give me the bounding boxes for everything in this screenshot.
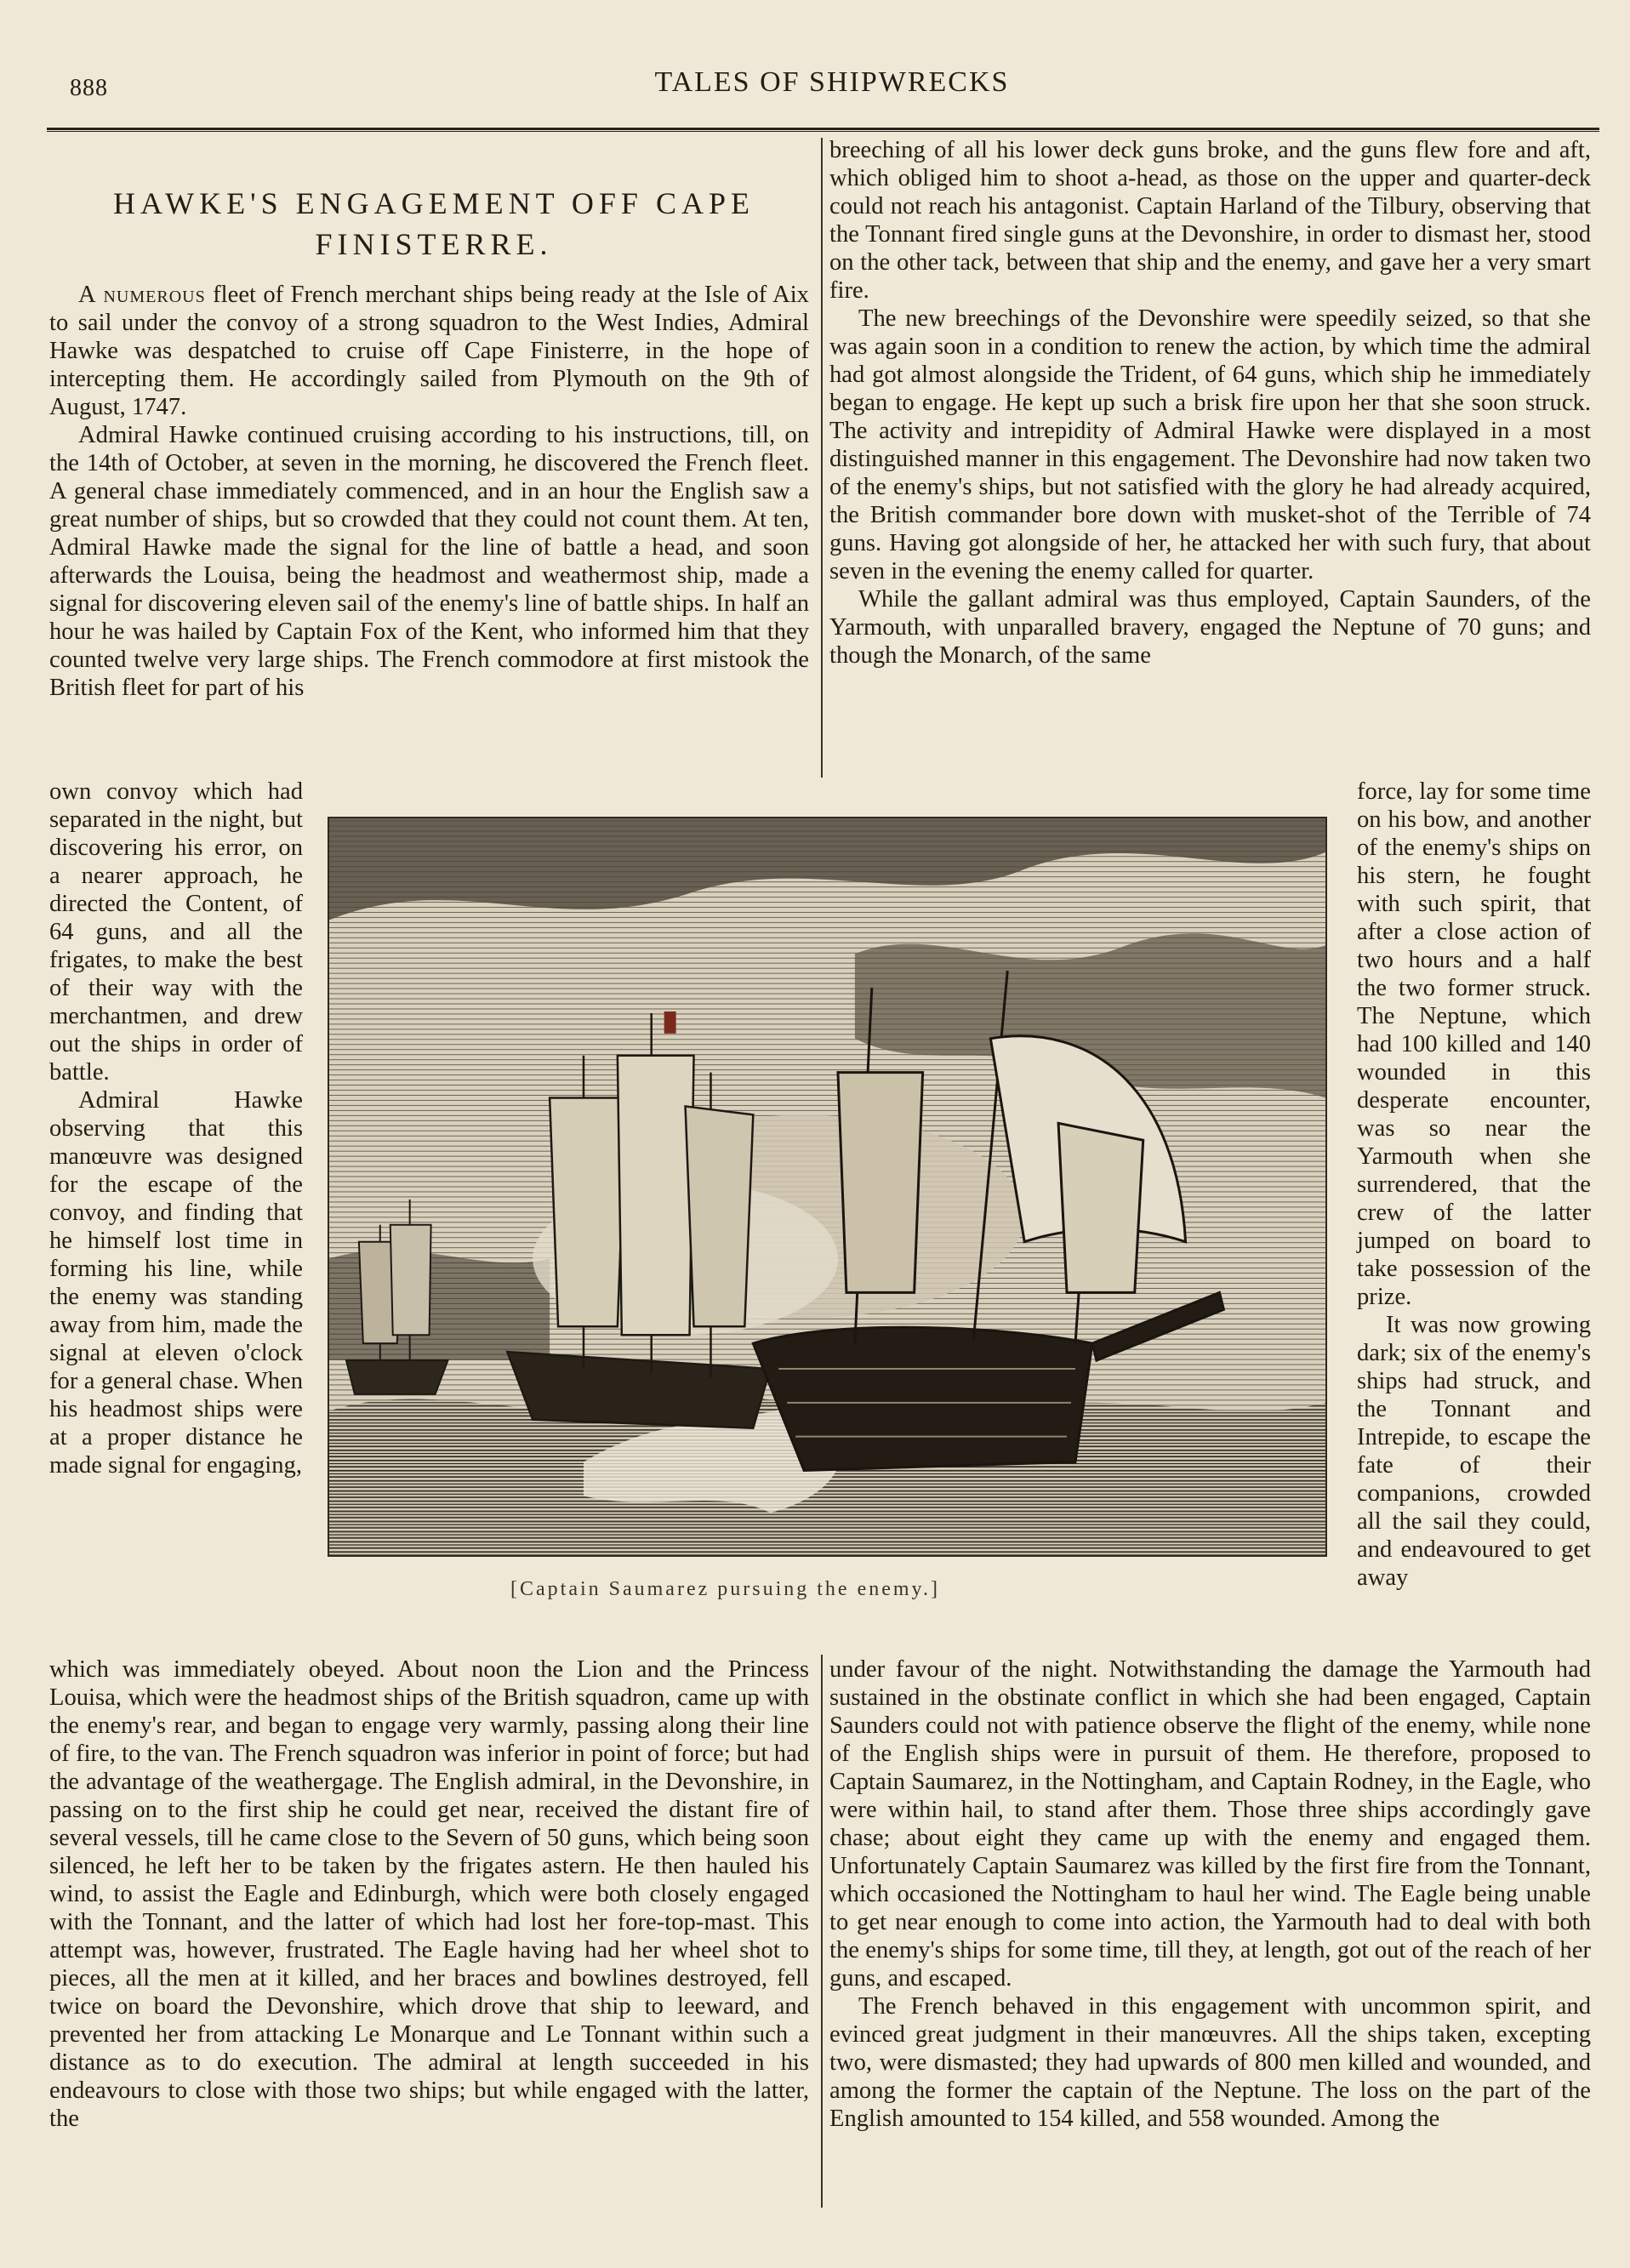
page-number: 888 <box>70 75 108 101</box>
ship-engraving <box>328 817 1327 1557</box>
header-rule <box>47 128 1599 132</box>
title-line-2: FINISTERRE. <box>315 227 553 261</box>
right-narrow-column <box>1357 778 1591 1592</box>
paragraph: breeching of all his lower deck guns broke, and the guns flew fore and aft, which obliged him to shoot a-head, as those on the upper and quarter-deck could not reach his antagonist. Captain Harland of the Tilbury, observing that the Tonnant fired single guns at the Devonshire, in order to dismast her, stood on the other tack, between that ship and the enemy, and gave her a very smart fire. <box>829 137 1591 304</box>
paragraph: Admiral Hawke continued cruising according to his instructions, till, on the 14th of October, at seven in the morning, he discovered the French fleet. A general chase immediately commenced, and in an hour the English saw a great number of ships, but so crowded that they could not count them. At ten, Admiral Hawke made the signal for the line of battle a head, and soon afterwards the Louisa, being the headmost and weathermost ship, made a signal for discovering eleven sail of the enemy's line of battle ships. In half an hour he was hailed by Captain Fox of the Kent, who informed him that they counted twelve very large ships. The French commodore at first mistook the British fleet for part of his <box>49 422 809 701</box>
left-column-top <box>49 281 809 702</box>
paragraph: The French behaved in this engagement with uncommon spirit, and evinced great judgment in their manœuvres. All the ships taken, excepting two, were dismasted; they had upwards of 800 men killed and wounded, and among the former the captain of the Neptune. The loss on the part of the English amounted to 154 killed, and 558 wounded. Among the <box>829 1993 1591 2132</box>
right-column-top <box>829 136 1591 670</box>
paragraph: fleet of French merchant ships being ready at the Isle of Aix to sail under the convoy of a strong squadron to the West Indies, Admiral Hawke was despatched to cruise off Cape Finisterre, in the hope of intercepting them. He accordingly sailed from Plymouth on the 9th of August, 1747. <box>49 282 809 420</box>
paragraph: own convoy which had separated in the night, but discovering his error, on a nearer approach, he directed the Content, of 64 guns, and all the frigates, to make the best of their way with the merchantmen, and drew out the ships in order of battle. <box>49 778 303 1086</box>
engraving-illustration <box>329 818 1325 1555</box>
left-column-bottom <box>49 1655 809 2133</box>
paragraph: The new breechings of the Devonshire were speedily seized, so that she was again soon in a condition to renew the action, by which time the admiral had got almost alongside the Trident, of 64 guns, which ship he immediately began to engage. He kept up such a brisk fire upon her that she soon struck. The activity and intrepidity of Admiral Hawke were displayed in a most distinguished manner in this engagement. The Devonshire had now taken two of the enemy's ships, but not satisfied with the glory he had already acquired, the British commander bore down with musket-shot of the Terrible of 74 guns. Having got alongside of her, he attacked her with such fury, that about seven in the evening the enemy called for quarter. <box>829 305 1591 584</box>
figure-caption: [Captain Saumarez pursuing the enemy.] <box>510 1578 940 1600</box>
title-line-1: HAWKE'S ENGAGEMENT OFF CAPE <box>113 186 755 220</box>
paragraph: which was immediately obeyed. About noon the Lion and the Princess Louisa, which were the headmost ships of the British squadron, came up with the enemy's rear, and began to engage very warmly, passing along their line of fire, to the van. The French squadron was inferior in point of force; but had the advantage of the weathergage. The English admiral, in the Devonshire, in passing on to the first ship he could get near, received the distant fire of several vessels, till he came close to the Severn of 50 guns, which being soon silenced, he left her to be taken by the frigates astern. He then hauled his wind, to assist the Eagle and Edinburgh, which were both closely engaged with the Tonnant, and the latter of which had lost her fore-top-mast. This attempt was, however, frustrated. The Eagle having had her wheel shot to pieces, all the men at it killed, and her braces and bowlines destroyed, fell twice on board the Devonshire, which drove that ship to leeward, and prevented her from attacking Le Monarque and Le Tonnant within such a distance as to do execution. The admiral at length succeeded in his endeavours to close with those two ships; but while engaged with the latter, the <box>49 1656 809 2132</box>
paragraph: under favour of the night. Notwithstanding the damage the Yarmouth had sustained in the obstinate conflict in which she had been engaged, Captain Saunders could not with patience observe the flight of the enemy, while none of the English ships were in pursuit of them. He therefore, proposed to Captain Saumarez, in the Nottingham, and Captain Rodney, in the Eagle, who were within hail, to stand after them. Those three ships accordingly gave chase; about eight they came up with the enemy and engaged them. Unfortunately Captain Saumarez was killed by the first fire from the Tonnant, which occasioned the Nottingham to haul her wind. The Eagle being unable to get near enough to come into action, the Yarmouth had to deal with both the enemy's ships for some time, till they, at length, got out of the reach of her guns, and escaped. <box>829 1656 1591 1992</box>
column-rule-bottom <box>821 1655 823 2208</box>
column-rule-top <box>821 138 823 778</box>
right-column-bottom <box>829 1655 1591 2133</box>
left-narrow-column <box>49 778 303 1479</box>
paragraph: force, lay for some time on his bow, and another of the enemy's ships on his stern, he fought with such spirit, that after a close action of two hours and a half the two former struck. The Neptune, which had 100 killed and 140 wounded in this desperate encounter, was so near the Yarmouth when she surrendered, that the crew of the latter jumped on board to take possession of the prize. <box>1357 778 1591 1310</box>
article-title <box>60 183 808 265</box>
paragraph: It was now growing dark; six of the enemy's ships had struck, and the Tonnant and Intrepide, to escape the fate of their companions, crowded all the sail they could, and endeavoured to get away <box>1357 1312 1591 1591</box>
paragraph: While the gallant admiral was thus employed, Captain Saunders, of the Yarmouth, with unparalled bravery, engaged the Neptune of 70 guns; and though the Monarch, of the same <box>829 586 1591 669</box>
running-head: TALES OF SHIPWRECKS <box>654 66 1010 98</box>
paragraph: Admiral Hawke observing that this manœuvre was designed for the escape of the convoy, and finding that he himself lost time in forming his line, while the enemy was standing away from him, made the signal at eleven o'clock for a general chase. When his headmost ships were at a proper distance he made signal for engaging, <box>49 1087 303 1479</box>
lead-word: A numerous <box>78 282 206 308</box>
red-flag <box>664 1011 676 1034</box>
